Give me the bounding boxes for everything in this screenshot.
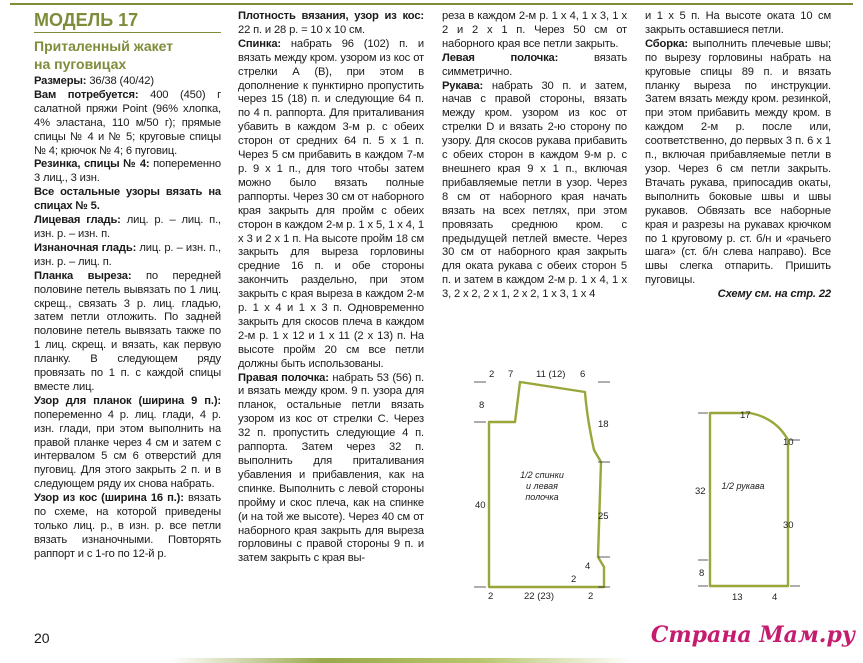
sleeve-dim-left-height: 32 (695, 486, 706, 497)
assembly-paragraph (645, 38, 831, 288)
right-front-text: набрать 53 (56) п. и вязать между кром. 9 п. узора для планок, остальные петли вязать узором из кос от стрелки С. Через 32 п. пропустить следующие 4 п. раппорта. Затем через 32 п. выполнить для приталивания убавления и прибавления, как на спинке. Выполнить с левой стороны пройму и скос плеча, как на спинке (и на той же высоте). Через 40 см от наборного края закрыть для выреза горловины с правой стороны 9 п. и затем закрыть с края вы- (238, 371, 425, 565)
column-4 (645, 10, 831, 302)
sleeves-label: Рукава: (442, 79, 484, 92)
sleeve-dim-right-height: 30 (783, 520, 794, 531)
dim-side-neck: 8 (479, 400, 485, 411)
other-patterns-paragraph (34, 186, 221, 214)
dim-bottom-width: 22 (23) (524, 591, 555, 602)
rev-text: лиц. р. – изн. п., изн. р. – лиц. п. (34, 241, 221, 268)
rev-paragraph (34, 242, 221, 270)
dim-top-left: 2 (489, 369, 495, 380)
dim-waist-4: 4 (585, 561, 591, 572)
model-title: МОДЕЛЬ 17 (34, 10, 221, 33)
sleeve-dim-bottom-width: 13 (732, 592, 743, 603)
sleeve-label: 1/2 рукава (721, 481, 765, 491)
materials-paragraph (34, 89, 221, 159)
rib-label: Резинка, спицы № 4: (34, 158, 150, 171)
bands-paragraph (34, 395, 221, 492)
neck-band-paragraph (34, 270, 221, 395)
subtitle-line-2: на пуговицах (34, 56, 127, 72)
dim-bottom-right: 2 (588, 591, 594, 602)
sleeves-paragraph (442, 80, 627, 303)
bands-label: Узор для планок (ширина 9 п.): (34, 394, 221, 407)
neck-band-label: Планка выреза: (34, 269, 132, 282)
subtitle-line-1: Приталенный жакет (34, 38, 174, 54)
left-front-paragraph (442, 52, 627, 80)
site-watermark: Страна Мам.ру (650, 622, 855, 648)
cable-text: вязать по схеме, на которой приведены только лиц. р., в изн. р. все петли вязать изнаночными. Повторять раппорт и с 1-го по 12-й р. (34, 492, 221, 560)
dim-right-side: 25 (598, 511, 609, 522)
other-patterns-text: Все остальные узоры вязать на спицах № 5. (34, 186, 221, 213)
sleeve-pattern-diagram (690, 400, 800, 606)
dim-left-height: 40 (475, 500, 486, 511)
sleeves-text: набрать 30 п. и затем, начав с правой стороны, вязать между кром. узором из кос от стрелки D и вязать 2-ю сторону по узору. Для скосов рукава прибавить с обеих сторон в каждом 9-м р. с внешнего края 9 х 1 п., включая прибавляемые петли в узор. Через 8 см от наборного края начать вязать на всех петлях, при этом провязать среднюю кром. с предыдущей петлей вместе. Через 30 см от наборного края закрыть для оката рукава с обеих сторон 5 п. и затем в каждом 2-м р. 1 х 4, 1 х 3, 2 х 2, 2 х 1, 2 х 2, 1 х 3, 1 х 4 (442, 79, 627, 301)
col3-continuation: реза в каждом 2-м р. 1 х 4, 1 х 3, 1 х 2 и 2 х 1 п. Через 50 см от наборного края все петли закрыть. (442, 10, 627, 50)
cable-label: Узор из кос (ширина 16 п.): (34, 492, 184, 505)
rev-label: Изнаночная гладь: (34, 241, 137, 254)
dim-top-right: 6 (580, 369, 586, 380)
column-2 (238, 10, 424, 566)
sleeve-dim-top: 17 (740, 410, 751, 421)
sleeve-outline (710, 413, 788, 586)
dim-top-neck: 7 (508, 369, 514, 380)
sizes-label: Размеры: (34, 75, 87, 87)
body-label-line-2: и левая (526, 481, 558, 491)
materials-label: Вам потребуется: (34, 88, 139, 101)
body-label-line-3: полочка (525, 492, 559, 502)
dim-armhole: 18 (598, 419, 609, 430)
back-label: Спинка: (238, 37, 281, 50)
right-front-paragraph (238, 372, 424, 567)
sleeve-dim-bottom-right: 4 (772, 592, 778, 603)
rib-text: попеременно 3 лиц., 3 изн. (34, 158, 221, 185)
gauge-paragraph (238, 10, 424, 38)
gauge-label: Плотность вязания, узор из кос: (238, 10, 424, 22)
dim-bottom-left: 2 (488, 591, 494, 602)
sleeve-dim-cap: 10 (783, 437, 794, 448)
body-pattern-diagram (470, 362, 620, 604)
sizes-paragraph (34, 75, 221, 89)
back-text: набрать 96 (102) п. и вязать между кром. узором из кос от стрелки А (В), при этом в дополнение к пунктирно пропустить через 15 (18) п. и следующие 64 п. по 4 п. раппорта. Для приталивания убавить в каждом 3-м р. с обеих сторон от средних 64 п. 5 х 1 п. Через 5 см прибавить в каждом 7-м р. 9 х 1 п., для того чтобы затем можно было вязать полные раппорты. Через 30 см от наборного края закрыть для пройм с обеих сторон в каждом 2-м р. 1 х 5, 1 х 4, 1 х 3 и 2 х 1 п. На высоте пройм 18 см закрыть для выреза горловины средние 16 п. и обе стороны закончить раздельно, при этом закрыть с края выреза в каждом 2-м р. 1 х 4 и 1 х 3 п. Одновременно закрыть для скосов плеча в каждом 2-м р. 1 х 12 и 1 х 11 (2 х 13) п. На высоте пройм 20 см все петли должны быть использованы. (238, 37, 424, 370)
materials-text: 400 (450) г салатной пряжи Point (96% хлопка, 4% эластана, 110 м/50 г); прямые спицы № 4 и № 5; круговые спицы № 4; крючок № 4; 6 пуговиц. (34, 88, 222, 157)
stst-text: лиц. р. – лиц. п., изн. р. – изн. п. (34, 214, 222, 240)
cable-paragraph (34, 492, 221, 562)
neck-band-text: по передней половине петель вывязать по 1 лиц. скрещ., связать 3 р. лиц. гладью, затем петли отложить. По задней половине петель вывязать также по 1 лиц. скрещ. и вязать, как первую планку. В следующем ряду провязать по 1 п. с каждой спицы вместе лиц. (34, 269, 221, 393)
left-front-text: вязать симметрично. (442, 51, 627, 78)
rib-paragraph (34, 158, 221, 186)
assembly-text: выполнить плечевые швы; по вырезу горловины набрать на круговые спицы 89 п. и вязать планку выреза по инструкции. Затем вязать между кром. резинкой, при этом прибавить между кром. в каждом 2-м р. после или, соответственно, до первых 3 п. 6 х 1 п., включая прибавляемые петли в узор. Через 6 см петли закрыть. Втачать рукава, припосадив окаты, выполнить боковые швы и швы рукавов. Обвязать все наборные края и разрезы на рукавах крючком по 1 круговому р. ст. б/н и «рачьего шага» (ст. б/н слева направо). Все швы слегка отпарить. Пришить пуговицы. (645, 37, 831, 287)
top-rule (10, 3, 853, 5)
stst-label: Лицевая гладь: (34, 214, 121, 227)
scheme-reference: Схему см. на стр. 22 (717, 288, 831, 301)
right-front-label: Правая полочка: (238, 371, 329, 384)
bands-text: попеременно 4 р. лиц. глади, 4 р. изн. глади, при этом выполнить на правой планке через 4 см и затем с интервалом 5 см 6 отверстий для пуговиц. Для этого закрыть 2 п. и в следующем ряду их снова набрать. (34, 408, 221, 491)
col4-continuation: и 1 х 5 п. На высоте оката 10 см закрыть оставшиеся петли. (645, 10, 831, 36)
column-1 (34, 10, 221, 562)
dim-hem-corner: 2 (571, 574, 577, 585)
left-front-label: Левая полочка: (442, 51, 559, 64)
sleeve-dim-cuff: 8 (699, 568, 705, 579)
page-number: 20 (34, 630, 50, 646)
gauge-text: 22 п. и 28 р. = 10 х 10 см. (238, 23, 365, 36)
body-label-line-1: 1/2 спинки (520, 470, 564, 480)
bottom-rule (170, 658, 633, 663)
sizes-text: 36/38 (40/42) (86, 75, 154, 87)
dim-top-shoulder: 11 (12) (536, 369, 566, 380)
column-3 (442, 10, 627, 302)
assembly-label: Сборка: (645, 37, 689, 50)
stst-paragraph (34, 214, 221, 242)
back-paragraph (238, 38, 424, 372)
